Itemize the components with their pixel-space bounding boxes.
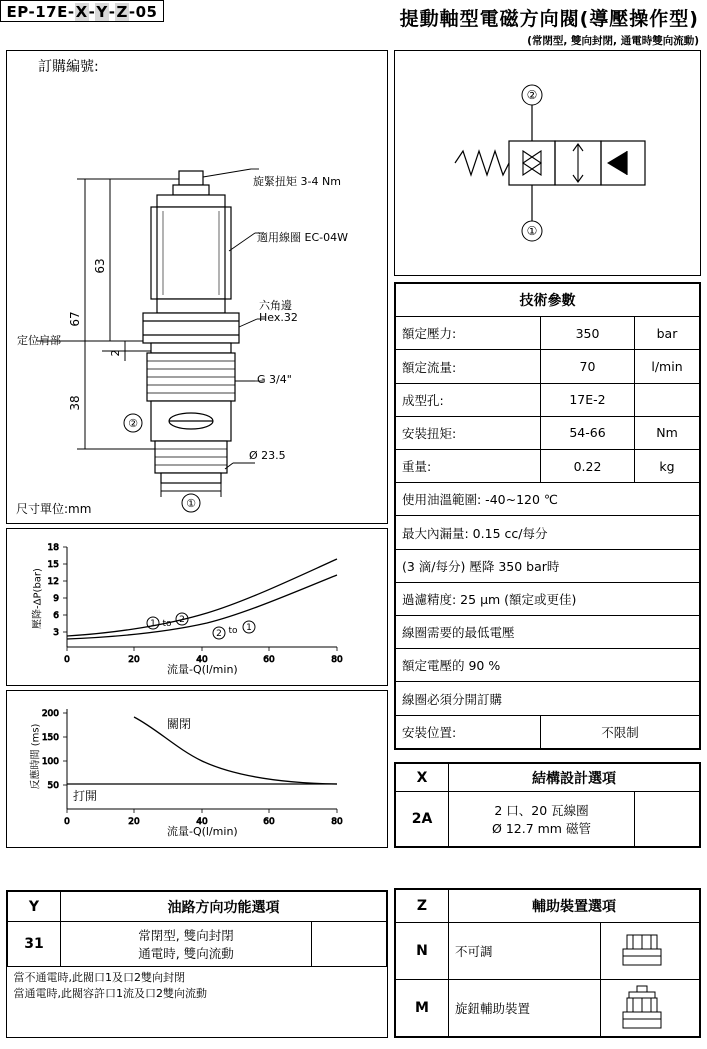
tech-key-1: 額定流量:	[396, 350, 541, 383]
tech-key-0: 額定壓力:	[396, 317, 541, 350]
svg-text:1: 1	[246, 623, 252, 633]
option-z-key: Z	[396, 890, 449, 923]
svg-text:to: to	[228, 626, 238, 636]
svg-text:15: 15	[47, 560, 59, 570]
option-z-desc-n: 不可調	[449, 922, 601, 979]
option-y-note-2: 當通電時,此閥容許口1流及口2雙向流動	[13, 986, 207, 1000]
callout-hex: 六角邊	[259, 299, 292, 312]
option-z-panel	[394, 888, 701, 1038]
tech-wide-1: 最大內漏量: 0.15 cc/每分	[396, 516, 700, 549]
chart2-xlabel: 流量-Q(l/min)	[167, 825, 238, 838]
option-y-icon-cell	[312, 922, 387, 966]
option-x-title: 結構設計選項	[449, 764, 700, 792]
option-x-code: 2A	[396, 792, 449, 847]
option-y-notes	[8, 966, 387, 1037]
tech-wide-3: 過濾精度: 25 μm (額定或更佳)	[396, 582, 700, 615]
svg-text:63: 63	[93, 258, 107, 274]
order-code-label: 訂購編號:	[38, 59, 99, 75]
svg-text:80: 80	[331, 817, 343, 827]
svg-text:20: 20	[128, 655, 140, 665]
tech-key-2: 成型孔:	[396, 383, 541, 416]
option-y-code: 31	[8, 922, 61, 966]
tech-value-4: 0.22	[541, 450, 635, 483]
svg-text:6: 6	[53, 611, 59, 621]
option-y-desc	[61, 922, 312, 966]
tech-value-0: 350	[541, 317, 635, 350]
svg-text:150: 150	[41, 733, 59, 743]
option-x-desc-line2: Ø 12.7 mm 磁管	[492, 821, 591, 837]
table-row	[396, 649, 700, 682]
order-code-x: X	[75, 3, 88, 21]
chart2-annotation-close: 關閉	[167, 717, 192, 731]
page-subtitle: (常閉型, 雙向封閉, 通電時雙向流動)	[527, 35, 699, 47]
table-row	[396, 317, 700, 350]
chart1-ylabel: 壓降-ΔP(bar)	[32, 568, 44, 629]
svg-text:②: ②	[526, 88, 538, 102]
option-x-table	[395, 763, 700, 847]
order-code-y: Y	[96, 3, 108, 21]
callout-hex-size: Hex.32	[259, 311, 298, 324]
option-x-panel	[394, 762, 701, 848]
svg-text:100: 100	[41, 757, 59, 767]
svg-text:to: to	[162, 619, 172, 629]
table-row	[396, 582, 700, 615]
svg-text:12: 12	[47, 577, 59, 587]
option-y-desc-line1: 常閉型, 雙向封閉	[138, 928, 234, 944]
tech-value-1: 70	[541, 350, 635, 383]
svg-text:3: 3	[53, 628, 59, 638]
table-row	[396, 922, 700, 979]
svg-text:0: 0	[64, 817, 70, 827]
unit-note: 尺寸單位:mm	[16, 502, 92, 516]
svg-text:40: 40	[196, 817, 208, 827]
dimension-drawing	[7, 51, 387, 523]
table-row	[396, 450, 700, 483]
svg-text:②: ②	[128, 417, 138, 430]
svg-text:50: 50	[47, 781, 59, 791]
option-z-icon-m-cell	[601, 979, 700, 1036]
tech-spec-panel	[394, 282, 701, 750]
tech-wide-0: 使用油溫範圍: -40~120 ℃	[396, 483, 700, 516]
option-y-key: Y	[8, 892, 61, 922]
chart1-xlabel: 流量-Q(l/min)	[167, 663, 238, 676]
table-row	[396, 549, 700, 582]
pressure-drop-chart-panel	[6, 528, 388, 686]
table-row	[396, 416, 700, 449]
order-code-sep1: -	[88, 3, 96, 21]
page-title: 提動軸型電磁方向閥(導壓操作型)	[399, 8, 699, 30]
table-row	[396, 979, 700, 1036]
option-z-icon-n-cell	[601, 922, 700, 979]
tech-value-2: 17E-2	[541, 383, 635, 416]
tech-value-3: 54-66	[541, 416, 635, 449]
option-x-desc-line1: 2 口、20 瓦線圈	[494, 803, 589, 819]
hydraulic-symbol	[395, 51, 700, 275]
callout-shoulder: 定位肩部	[17, 334, 61, 347]
table-row	[396, 616, 700, 649]
option-x-icon-cell	[635, 792, 700, 847]
svg-text:60: 60	[263, 817, 275, 827]
svg-text:2: 2	[179, 615, 185, 625]
dimension-drawing-panel	[6, 50, 388, 524]
svg-text:9: 9	[53, 594, 59, 604]
tech-spec-table	[395, 283, 700, 749]
option-y-table	[7, 891, 387, 1037]
response-time-chart-panel	[6, 690, 388, 848]
option-z-code-n: N	[396, 922, 449, 979]
tech-key-4: 重量:	[396, 450, 541, 483]
callout-thread: G 3/4"	[257, 373, 292, 386]
svg-text:2: 2	[109, 349, 122, 357]
callout-diameter: Ø 23.5	[249, 449, 286, 462]
callout-coil: 適用線圈 EC-04W	[257, 231, 348, 244]
tech-wide-4: 線圈需要的最低電壓	[396, 616, 700, 649]
cartridge-plain-icon	[607, 929, 677, 973]
svg-text:20: 20	[128, 817, 140, 827]
table-row	[396, 682, 700, 715]
svg-text:0: 0	[64, 655, 70, 665]
tech-key-3: 安裝扭矩:	[396, 416, 541, 449]
svg-text:①: ①	[526, 224, 538, 238]
svg-text:200: 200	[41, 709, 59, 719]
option-z-code-m: M	[396, 979, 449, 1036]
table-row	[396, 383, 700, 416]
callout-torque: 旋緊扭矩 3-4 Nm	[253, 175, 341, 188]
table-row	[396, 350, 700, 383]
table-row	[396, 516, 700, 549]
tech-wide-2: (3 滴/每分) 壓降 350 bar時	[396, 549, 700, 582]
option-z-table	[395, 889, 700, 1037]
chart2-ylabel: 反應時間 (ms)	[30, 723, 42, 790]
option-y-note-1: 當不通電時,此閥口1及口2雙向封閉	[13, 970, 185, 984]
tech-unit-2	[635, 383, 700, 416]
svg-text:67: 67	[68, 311, 82, 327]
svg-text:2: 2	[216, 629, 222, 639]
hydraulic-symbol-panel	[394, 50, 701, 276]
option-x-desc	[449, 792, 635, 847]
order-code-sep2: -	[108, 3, 116, 21]
tech-spec-title: 技術參數	[396, 284, 700, 317]
svg-text:40: 40	[196, 655, 208, 665]
tech-value-last: 不限制	[541, 715, 700, 748]
chart2-annotation-open: 打開	[73, 789, 98, 803]
tech-unit-4: kg	[635, 450, 700, 483]
svg-text:①: ①	[186, 497, 196, 510]
tech-unit-1: l/min	[635, 350, 700, 383]
tech-unit-0: bar	[635, 317, 700, 350]
order-code-prefix: EP-17E-	[6, 3, 75, 21]
svg-text:18: 18	[47, 543, 59, 553]
svg-text:80: 80	[331, 655, 343, 665]
page-header	[0, 4, 707, 48]
tech-wide-6: 線圈必須分開訂購	[396, 682, 700, 715]
order-code-suffix: -05	[128, 3, 158, 21]
tech-wide-5: 額定電壓的 90 %	[396, 649, 700, 682]
option-z-desc-m: 旋鈕輔助裝置	[449, 979, 601, 1036]
option-y-panel	[6, 890, 388, 1038]
cartridge-knob-icon	[607, 984, 677, 1032]
tech-unit-3: Nm	[635, 416, 700, 449]
table-row	[396, 483, 700, 516]
order-code-z: Z	[116, 3, 128, 21]
option-y-title: 油路方向功能選項	[61, 892, 387, 922]
option-z-title: 輔助裝置選項	[449, 890, 700, 923]
option-y-desc-line2: 通電時, 雙向流動	[138, 946, 234, 962]
svg-text:1: 1	[150, 619, 156, 629]
option-x-key: X	[396, 764, 449, 792]
tech-key-last: 安裝位置:	[396, 715, 541, 748]
svg-text:38: 38	[68, 395, 82, 411]
table-row	[396, 715, 700, 748]
svg-text:60: 60	[263, 655, 275, 665]
